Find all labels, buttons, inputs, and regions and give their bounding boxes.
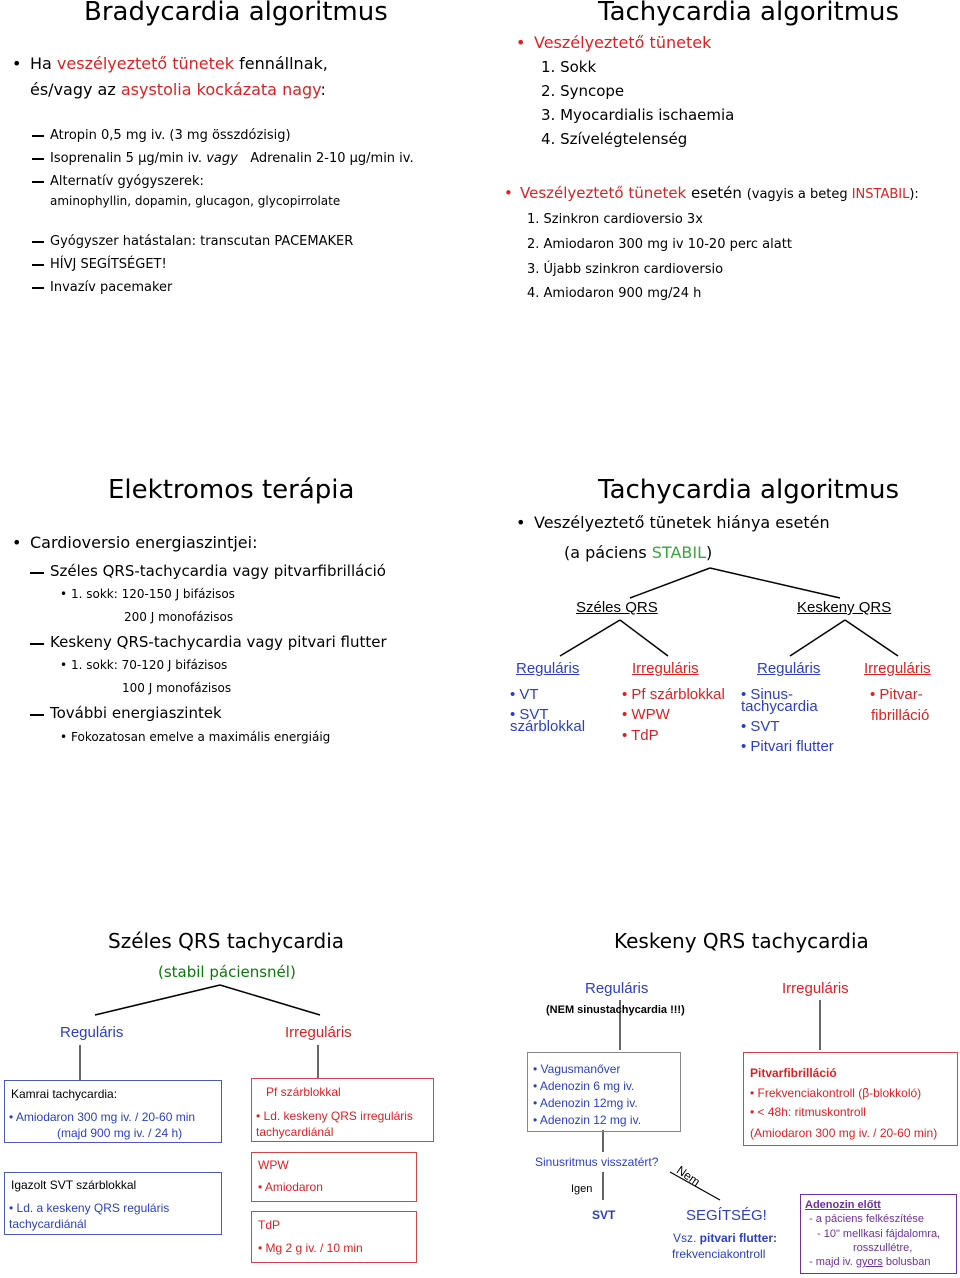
narrow-regular: Reguláris bbox=[585, 980, 649, 997]
narrow-question: Sinusritmus visszatért? bbox=[535, 1155, 659, 1169]
box-line: • Ld. a keskeny QRS reguláris bbox=[9, 1201, 170, 1215]
box-line: - a páciens felkészítése bbox=[809, 1213, 924, 1225]
wide-box-tdp bbox=[251, 1211, 417, 1263]
box-line: tachycardiánál bbox=[9, 1217, 87, 1231]
box-title: Adenozin előtt bbox=[805, 1199, 881, 1211]
tachy2-c1-svt: • SVT bbox=[510, 706, 549, 723]
electro-wide: Széles QRS-tachycardia vagy pitvarfibrilláció bbox=[50, 562, 386, 580]
tachy2-title: Tachycardia algoritmus bbox=[598, 475, 900, 505]
brady-item-isoprenalin: Isoprenalin 5 µg/min iv. vagy Adrenalin 2-10 µg/min iv. bbox=[50, 151, 414, 166]
box-line: • Vagusmanőver bbox=[533, 1062, 621, 1076]
tachy1-list1-item: 2. Syncope bbox=[541, 82, 625, 100]
tachy2-bullet: Veszélyeztető tünetek hiánya esetén bbox=[534, 513, 830, 532]
electro-narrow: Keskeny QRS-tachycardia vagy pitvari flutter bbox=[50, 633, 387, 651]
tachy2-wide-qrs: Széles QRS bbox=[576, 599, 658, 616]
narrow-box-adenozin bbox=[800, 1194, 957, 1274]
wide-title: Széles QRS tachycardia bbox=[108, 929, 345, 953]
wide-box-svt bbox=[4, 1172, 222, 1235]
tachy2-c2-tdp: • TdP bbox=[622, 727, 659, 744]
box-title: TdP bbox=[258, 1218, 281, 1232]
tachy1-list1-item: 3. Myocardialis ischaemia bbox=[541, 106, 735, 124]
box-line: (majd 900 mg iv. / 24 h) bbox=[57, 1126, 183, 1140]
bullet-dot: • bbox=[60, 730, 68, 744]
box-line: • Ld. keskeny QRS irreguláris bbox=[256, 1109, 413, 1123]
box-line: tachycardiánál bbox=[256, 1125, 334, 1139]
electro-wide-mono: 200 J monofázisos bbox=[124, 610, 234, 624]
wide-box-pf bbox=[251, 1078, 434, 1142]
tachy2-narrow-irregular: Irreguláris bbox=[864, 660, 931, 677]
electro-wide-first: 1. sokk: 120-150 J bifázisos bbox=[71, 587, 235, 601]
tachy2-c3-tachycardia: tachycardia bbox=[741, 698, 818, 715]
tachy2-stabil: (a páciens STABIL) bbox=[564, 543, 713, 562]
tachy2-wide-regular: Reguláris bbox=[516, 660, 580, 677]
box-line: • Mg 2 g iv. / 10 min bbox=[258, 1241, 363, 1255]
tachy1-list2-item: 3. Újabb szinkron cardioversio bbox=[527, 262, 724, 277]
narrow-box-pf bbox=[743, 1052, 958, 1146]
tachy1-list2-item: 1. Szinkron cardioversio 3x bbox=[527, 212, 703, 227]
tachy2-c4-fibrillacio: fibrilláció bbox=[871, 707, 930, 724]
tachy1-list2-item: 4. Amiodaron 900 mg/24 h bbox=[527, 286, 702, 301]
tachy2-c2-pf: • Pf szárblokkal bbox=[622, 686, 725, 703]
brady-title: Bradycardia algoritmus bbox=[84, 0, 388, 27]
electro-title: Elektromos terápia bbox=[108, 475, 355, 505]
tachy1-list2-item: 2. Amiodaron 300 mg iv 10-20 perc alatt bbox=[527, 237, 792, 252]
narrow-no: Nem bbox=[673, 1163, 703, 1190]
tachy2-c4-pitvar: • Pitvar- bbox=[870, 686, 923, 703]
box-line: rosszullétre, bbox=[853, 1242, 913, 1254]
tachy2-narrow-qrs: Keskeny QRS bbox=[797, 599, 892, 616]
narrow-help: SEGÍTSÉG! bbox=[686, 1207, 767, 1224]
bullet-dot: • bbox=[516, 513, 526, 532]
tachy2-c3-flutter: • Pitvari flutter bbox=[741, 738, 834, 755]
box-line: • Adenozin 6 mg iv. bbox=[533, 1079, 635, 1093]
box-title: Pitvarfibrilláció bbox=[750, 1066, 837, 1080]
box-title: Igazolt SVT szárblokkal bbox=[11, 1178, 137, 1192]
wide-subtitle: (stabil páciensnél) bbox=[158, 963, 296, 981]
brady-condition-line2: és/vagy az asystolia kockázata nagy: bbox=[30, 80, 326, 99]
tachy2-wide-irregular: Irreguláris bbox=[632, 660, 699, 677]
tachy2-c1-vt: • VT bbox=[510, 686, 539, 703]
narrow-vsz: Vsz. pitvari flutter: bbox=[673, 1231, 778, 1245]
electro-narrow-mono: 100 J monofázisos bbox=[122, 681, 232, 695]
tachy1-heading1: Veszélyeztető tünetek bbox=[534, 33, 712, 52]
box-line: (Amiodaron 300 mg iv. / 20-60 min) bbox=[750, 1126, 938, 1140]
bullet-dot: • bbox=[12, 533, 22, 552]
box-title: Kamrai tachycardia: bbox=[11, 1087, 118, 1101]
narrow-note: (NEM sinustachycardia !!!) bbox=[546, 1004, 685, 1016]
tachy2-c1-szarblokkal: szárblokkal bbox=[510, 718, 586, 735]
narrow-vsz2: frekvenciakontroll bbox=[672, 1247, 766, 1261]
box-line: - majd iv. gyors bolusban bbox=[809, 1256, 931, 1268]
box-line: • Amiodaron 300 mg iv. / 20-60 min bbox=[9, 1110, 196, 1124]
box-line: - 10" mellkasi fájdalomra, bbox=[817, 1228, 941, 1240]
box-title: Pf szárblokkal bbox=[266, 1085, 341, 1099]
tachy2-c3-svt: • SVT bbox=[741, 718, 780, 735]
narrow-title: Keskeny QRS tachycardia bbox=[614, 929, 869, 953]
electro-heading: Cardioversio energiaszintjei: bbox=[30, 533, 258, 552]
brady-bullet-dot: • bbox=[12, 54, 22, 73]
wide-box-vt bbox=[4, 1080, 222, 1143]
narrow-svt: SVT bbox=[592, 1208, 616, 1222]
box-title: WPW bbox=[258, 1158, 289, 1172]
bullet-dot: • bbox=[60, 587, 68, 601]
wide-box-wpw bbox=[251, 1152, 417, 1202]
brady-item-alternativ-list: aminophyllin, dopamin, glucagon, glycopirrolate bbox=[50, 194, 341, 208]
wide-regular: Reguláris bbox=[60, 1024, 124, 1041]
bullet-dot: • bbox=[60, 658, 68, 672]
bullet-dot: • bbox=[504, 184, 513, 202]
box-line: • Adenozin 12mg iv. bbox=[533, 1096, 638, 1110]
narrow-irregular: Irreguláris bbox=[782, 980, 849, 997]
box-line: • < 48h: ritmuskontroll bbox=[750, 1105, 866, 1119]
brady-item-pacemaker: Gyógyszer hatástalan: transcutan PACEMAKER bbox=[50, 234, 354, 249]
tachy2-narrow-regular: Reguláris bbox=[757, 660, 821, 677]
electro-further: További energiaszintek bbox=[50, 704, 222, 722]
brady-condition-line1: Ha veszélyeztető tünetek fennállnak, bbox=[30, 54, 328, 73]
electro-narrow-first: 1. sokk: 70-120 J bifázisos bbox=[71, 658, 228, 672]
tachy2-c3-sinus: • Sinus- bbox=[741, 686, 793, 703]
tachy1-list1-item: 4. Szívelégtelenség bbox=[541, 130, 688, 148]
brady-item-invaziv: Invazív pacemaker bbox=[50, 280, 173, 295]
brady-item-alternativ: Alternatív gyógyszerek: bbox=[50, 174, 204, 189]
tachy1-heading2: Veszélyeztető tünetek esetén (vagyis a beteg INSTABIL): bbox=[520, 184, 919, 202]
tachy1-list1-item: 1. Sokk bbox=[541, 58, 597, 76]
electro-further-desc: Fokozatosan emelve a maximális energiáig bbox=[71, 730, 331, 744]
bullet-dot: • bbox=[516, 33, 526, 52]
brady-item-help: HÍVJ SEGÍTSÉGET! bbox=[50, 257, 167, 272]
narrow-yes: Igen bbox=[571, 1183, 593, 1195]
tachy1-title: Tachycardia algoritmus bbox=[598, 0, 900, 27]
box-line: • Adenozin 12 mg iv. bbox=[533, 1113, 642, 1127]
tachy2-c2-wpw: • WPW bbox=[622, 706, 670, 723]
narrow-box-vagus bbox=[527, 1052, 681, 1132]
box-line: • Amiodaron bbox=[258, 1180, 323, 1194]
box-line: • Frekvenciakontroll (β-blokkoló) bbox=[750, 1086, 922, 1100]
brady-item-atropin: Atropin 0,5 mg iv. (3 mg összdózisig) bbox=[50, 128, 291, 143]
wide-irregular: Irreguláris bbox=[285, 1024, 352, 1041]
